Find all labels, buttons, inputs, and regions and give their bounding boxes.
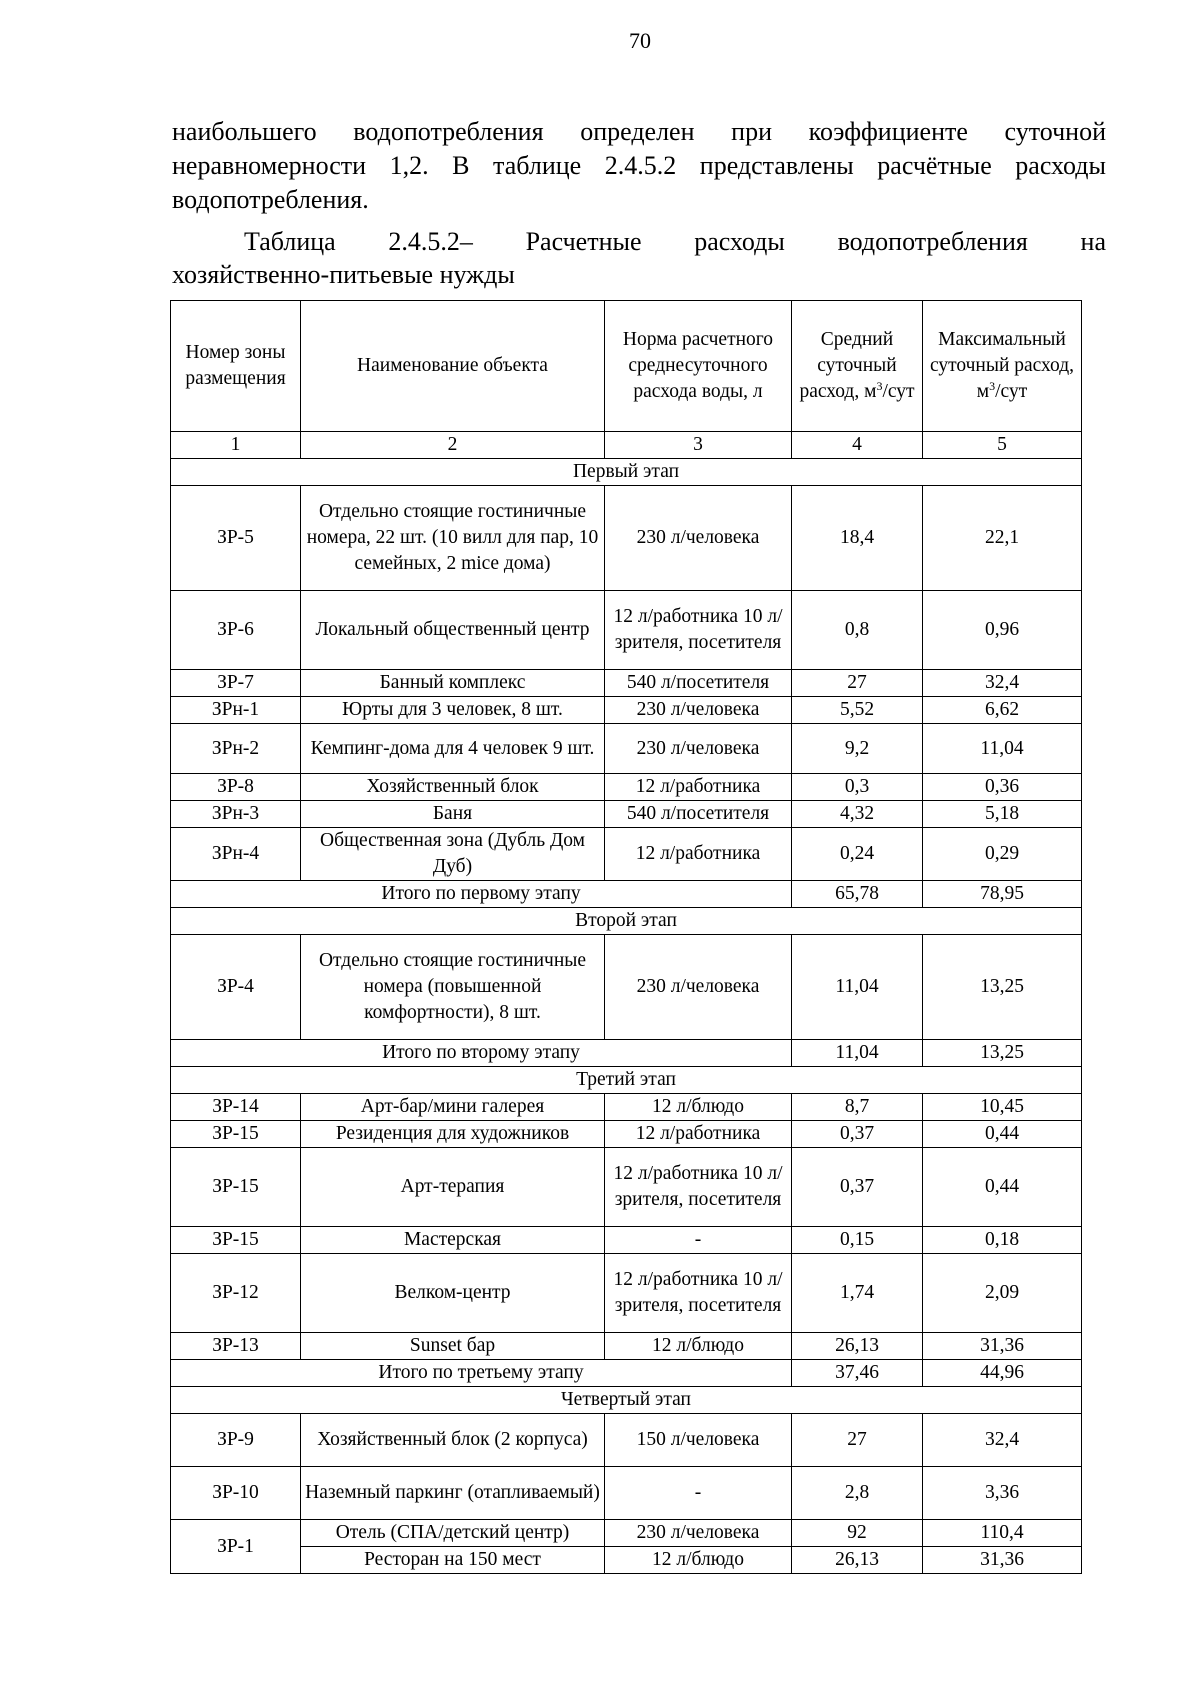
max-cell: 0,96 bbox=[923, 591, 1082, 670]
norm-cell: 540 л/посетителя bbox=[605, 801, 792, 828]
max-cell: 0,44 bbox=[923, 1148, 1082, 1227]
table-row bbox=[171, 591, 1082, 670]
avg-cell: 0,8 bbox=[792, 591, 923, 670]
norm-cell: 230 л/человека bbox=[605, 486, 792, 591]
header-avg-sup: 3 bbox=[876, 379, 883, 393]
total-row bbox=[171, 881, 1082, 908]
name-cell: Локальный общественный центр bbox=[301, 591, 605, 670]
table-row bbox=[171, 774, 1082, 801]
avg-cell: 0,37 bbox=[792, 1121, 923, 1148]
avg-cell: 26,13 bbox=[792, 1333, 923, 1360]
norm-cell: 12 л/работника bbox=[605, 1121, 792, 1148]
norm-cell: 230 л/человека bbox=[605, 724, 792, 774]
zone-cell: ЗР-15 bbox=[171, 1227, 301, 1254]
max-cell: 0,36 bbox=[923, 774, 1082, 801]
table-row bbox=[171, 1547, 1082, 1574]
norm-cell: - bbox=[605, 1467, 792, 1520]
table-row bbox=[171, 1121, 1082, 1148]
avg-cell: 27 bbox=[792, 1414, 923, 1467]
total-avg: 11,04 bbox=[792, 1040, 923, 1067]
zone-cell: ЗР-14 bbox=[171, 1094, 301, 1121]
max-cell: 5,18 bbox=[923, 801, 1082, 828]
zone-cell: ЗР-5 bbox=[171, 486, 301, 591]
stage-row bbox=[171, 1387, 1082, 1414]
name-cell: Отдельно стоящие гостиничные номера (повышенной комфортности), 8 шт. bbox=[301, 935, 605, 1040]
table-row bbox=[171, 670, 1082, 697]
avg-cell: 0,24 bbox=[792, 828, 923, 881]
total-row bbox=[171, 1360, 1082, 1387]
total-label: Итого по второму этапу bbox=[171, 1040, 792, 1067]
stage-label: Третий этап bbox=[171, 1067, 1082, 1094]
norm-cell: 12 л/блюдо bbox=[605, 1333, 792, 1360]
max-cell: 22,1 bbox=[923, 486, 1082, 591]
avg-cell: 0,15 bbox=[792, 1227, 923, 1254]
header-name: Наименование объекта bbox=[301, 301, 605, 432]
zone-cell: ЗР-9 bbox=[171, 1414, 301, 1467]
table-row bbox=[171, 1414, 1082, 1467]
max-cell: 3,36 bbox=[923, 1467, 1082, 1520]
name-cell: Общественная зона (Дубль Дом Дуб) bbox=[301, 828, 605, 881]
max-cell: 0,29 bbox=[923, 828, 1082, 881]
avg-cell: 8,7 bbox=[792, 1094, 923, 1121]
avg-cell: 0,37 bbox=[792, 1148, 923, 1227]
norm-cell: 12 л/работника 10 л/зрителя, посетителя bbox=[605, 591, 792, 670]
max-cell: 11,04 bbox=[923, 724, 1082, 774]
name-cell: Отель (СПА/детский центр) bbox=[301, 1520, 605, 1547]
header-norm: Норма расчетного среднесуточного расхода воды, л bbox=[605, 301, 792, 432]
column-number: 4 bbox=[792, 432, 923, 459]
zone-cell: ЗР-12 bbox=[171, 1254, 301, 1333]
avg-cell: 1,74 bbox=[792, 1254, 923, 1333]
caption-line-1 bbox=[172, 225, 1106, 258]
zone-cell: ЗРн-2 bbox=[171, 724, 301, 774]
caption-word: 2.4.5.2– bbox=[388, 227, 473, 256]
total-avg: 37,46 bbox=[792, 1360, 923, 1387]
name-cell: Юрты для 3 человек, 8 шт. bbox=[301, 697, 605, 724]
stage-label: Второй этап bbox=[171, 908, 1082, 935]
table-body bbox=[171, 459, 1082, 1574]
name-cell: Мастерская bbox=[301, 1227, 605, 1254]
name-cell: Отдельно стоящие гостиничные номера, 22 шт. (10 вилл для пар, 10 семейных, 2 mice дома) bbox=[301, 486, 605, 591]
total-max: 78,95 bbox=[923, 881, 1082, 908]
avg-cell: 5,52 bbox=[792, 697, 923, 724]
table-row bbox=[171, 1227, 1082, 1254]
header-max-text: Максимальный суточный расход, м bbox=[929, 329, 1075, 402]
caption-word: Расчетные bbox=[525, 227, 642, 256]
zone-cell: ЗР-15 bbox=[171, 1121, 301, 1148]
total-row bbox=[171, 1040, 1082, 1067]
table-row bbox=[171, 1094, 1082, 1121]
max-cell: 32,4 bbox=[923, 670, 1082, 697]
column-number: 3 bbox=[605, 432, 792, 459]
name-cell: Баня bbox=[301, 801, 605, 828]
norm-cell: 230 л/человека bbox=[605, 1520, 792, 1547]
caption-word: Таблица bbox=[244, 227, 336, 256]
norm-cell: 230 л/человека bbox=[605, 697, 792, 724]
name-cell: Ресторан на 150 мест bbox=[301, 1547, 605, 1574]
max-cell: 6,62 bbox=[923, 697, 1082, 724]
max-cell: 32,4 bbox=[923, 1414, 1082, 1467]
stage-label: Четвертый этап bbox=[171, 1387, 1082, 1414]
zone-cell: ЗР-10 bbox=[171, 1467, 301, 1520]
max-cell: 31,36 bbox=[923, 1547, 1082, 1574]
water-consumption-table bbox=[170, 300, 1082, 1574]
zone-cell: ЗРн-1 bbox=[171, 697, 301, 724]
zone-cell: ЗР-7 bbox=[171, 670, 301, 697]
header-row bbox=[171, 301, 1082, 432]
name-cell: Велком-центр bbox=[301, 1254, 605, 1333]
avg-cell: 11,04 bbox=[792, 935, 923, 1040]
norm-cell: 12 л/блюдо bbox=[605, 1547, 792, 1574]
avg-cell: 0,3 bbox=[792, 774, 923, 801]
table-row bbox=[171, 724, 1082, 774]
total-avg: 65,78 bbox=[792, 881, 923, 908]
max-cell: 0,18 bbox=[923, 1227, 1082, 1254]
name-cell: Арт-терапия bbox=[301, 1148, 605, 1227]
name-cell: Sunset бар bbox=[301, 1333, 605, 1360]
table-row bbox=[171, 1333, 1082, 1360]
name-cell: Хозяйственный блок bbox=[301, 774, 605, 801]
total-max: 13,25 bbox=[923, 1040, 1082, 1067]
table-row bbox=[171, 801, 1082, 828]
table-caption bbox=[172, 225, 1106, 291]
norm-cell: 12 л/работника bbox=[605, 828, 792, 881]
norm-cell: - bbox=[605, 1227, 792, 1254]
norm-cell: 230 л/человека bbox=[605, 935, 792, 1040]
zone-cell: ЗР-1 bbox=[171, 1520, 301, 1574]
zone-cell: ЗРн-4 bbox=[171, 828, 301, 881]
name-cell: Наземный паркинг (отапливаемый) bbox=[301, 1467, 605, 1520]
table-row bbox=[171, 697, 1082, 724]
total-label: Итого по третьему этапу bbox=[171, 1360, 792, 1387]
max-cell: 31,36 bbox=[923, 1333, 1082, 1360]
avg-cell: 26,13 bbox=[792, 1547, 923, 1574]
stage-label: Первый этап bbox=[171, 459, 1082, 486]
norm-cell: 12 л/блюдо bbox=[605, 1094, 792, 1121]
avg-cell: 9,2 bbox=[792, 724, 923, 774]
stage-row bbox=[171, 459, 1082, 486]
header-max-sup: 3 bbox=[989, 379, 996, 393]
norm-cell: 12 л/работника 10 л/зрителя, посетителя bbox=[605, 1254, 792, 1333]
header-avg bbox=[792, 301, 923, 432]
avg-cell: 4,32 bbox=[792, 801, 923, 828]
page-number: 70 bbox=[629, 28, 651, 53]
name-cell: Банный комплекс bbox=[301, 670, 605, 697]
avg-cell: 27 bbox=[792, 670, 923, 697]
caption-line-2: хозяйственно-питьевые нужды bbox=[172, 260, 515, 289]
name-cell: Резиденция для художников bbox=[301, 1121, 605, 1148]
name-cell: Арт-бар/мини галерея bbox=[301, 1094, 605, 1121]
header-avg-unit: /сут bbox=[882, 381, 915, 402]
table-row bbox=[171, 1467, 1082, 1520]
avg-cell: 18,4 bbox=[792, 486, 923, 591]
name-cell: Кемпинг-дома для 4 человек 9 шт. bbox=[301, 724, 605, 774]
name-cell: Хозяйственный блок (2 корпуса) bbox=[301, 1414, 605, 1467]
max-cell: 13,25 bbox=[923, 935, 1082, 1040]
table-row bbox=[171, 1148, 1082, 1227]
caption-word: на bbox=[1080, 227, 1106, 256]
norm-cell: 150 л/человека bbox=[605, 1414, 792, 1467]
zone-cell: ЗРн-3 bbox=[171, 801, 301, 828]
norm-cell: 540 л/посетителя bbox=[605, 670, 792, 697]
norm-cell: 12 л/работника 10 л/зрителя, посетителя bbox=[605, 1148, 792, 1227]
zone-cell: ЗР-8 bbox=[171, 774, 301, 801]
norm-cell: 12 л/работника bbox=[605, 774, 792, 801]
header-max-unit: /сут bbox=[995, 381, 1028, 402]
caption-word: расходы bbox=[694, 227, 785, 256]
max-cell: 110,4 bbox=[923, 1520, 1082, 1547]
stage-row bbox=[171, 908, 1082, 935]
column-number: 5 bbox=[923, 432, 1082, 459]
header-zone: Номер зоны размещения bbox=[171, 301, 301, 432]
max-cell: 2,09 bbox=[923, 1254, 1082, 1333]
column-number-row bbox=[171, 432, 1082, 459]
table-row bbox=[171, 935, 1082, 1040]
zone-cell: ЗР-13 bbox=[171, 1333, 301, 1360]
table-row bbox=[171, 1254, 1082, 1333]
zone-cell: ЗР-4 bbox=[171, 935, 301, 1040]
max-cell: 10,45 bbox=[923, 1094, 1082, 1121]
avg-cell: 2,8 bbox=[792, 1467, 923, 1520]
body-paragraph: наибольшего водопотребления определен при коэффициенте суточной неравномерности 1,2. В таблице 2.4.5.2 представлены расчётные расходы водопотребления. bbox=[172, 117, 1106, 214]
column-number: 1 bbox=[171, 432, 301, 459]
header-avg-text: Средний суточный расход, м bbox=[799, 329, 897, 402]
stage-row bbox=[171, 1067, 1082, 1094]
total-max: 44,96 bbox=[923, 1360, 1082, 1387]
header-max bbox=[923, 301, 1082, 432]
table-row bbox=[171, 486, 1082, 591]
zone-cell: ЗР-6 bbox=[171, 591, 301, 670]
zone-cell: ЗР-15 bbox=[171, 1148, 301, 1227]
total-label: Итого по первому этапу bbox=[171, 881, 792, 908]
max-cell: 0,44 bbox=[923, 1121, 1082, 1148]
avg-cell: 92 bbox=[792, 1520, 923, 1547]
table-row bbox=[171, 1520, 1082, 1547]
column-number: 2 bbox=[301, 432, 605, 459]
caption-word: водопотребления bbox=[837, 227, 1028, 256]
table-row bbox=[171, 828, 1082, 881]
